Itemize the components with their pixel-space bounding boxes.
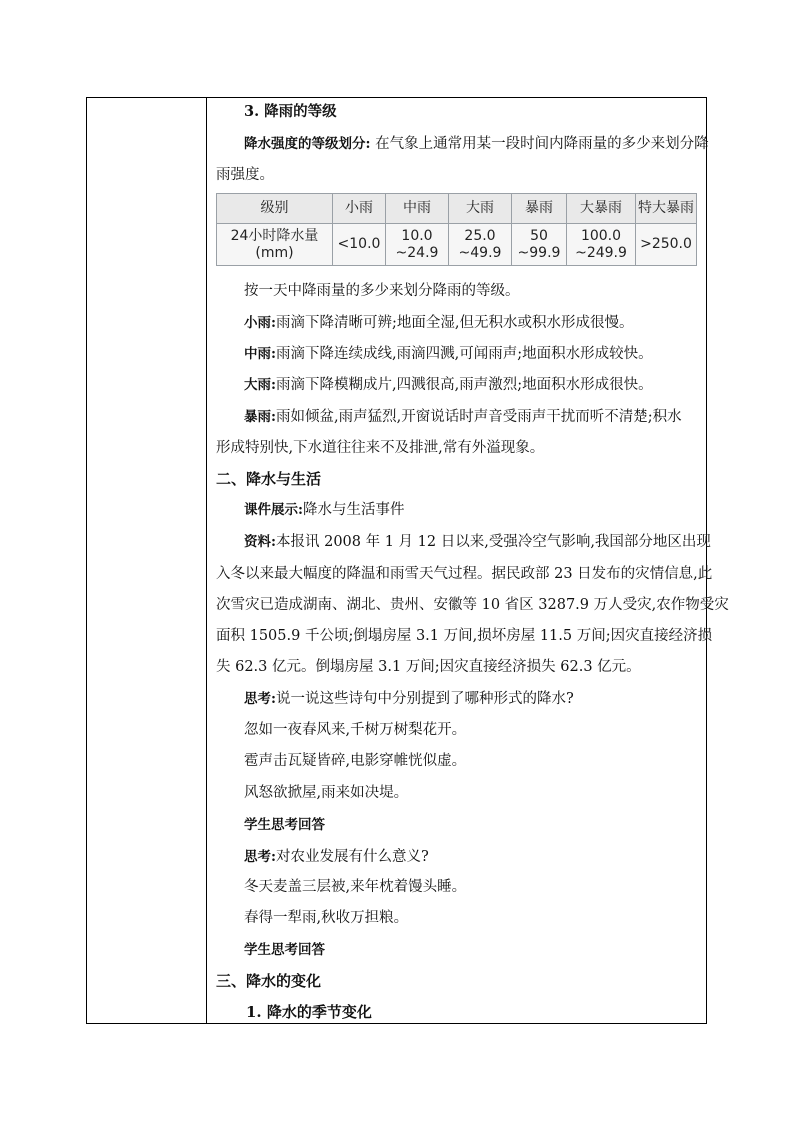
header-cell: 暴雨 bbox=[512, 194, 567, 224]
courseware-label: 课件展示: bbox=[244, 502, 303, 518]
grade-paragraph-line-1 bbox=[244, 134, 709, 154]
value-cell bbox=[567, 224, 636, 266]
section-3b-title: 三、降水的变化 bbox=[216, 972, 322, 990]
think-2-label: 思考: bbox=[244, 849, 276, 865]
value-line-1: 100.0 bbox=[580, 227, 622, 244]
value-cell bbox=[512, 224, 567, 266]
value-line-1: >250.0 bbox=[640, 236, 692, 252]
row-label-cell bbox=[217, 224, 333, 266]
poem-line-3: 风怒欲掀屋,雨来如决堤。 bbox=[244, 785, 409, 801]
storm-rain-line-1 bbox=[244, 407, 682, 427]
poem-line-1: 忽如一夜春风来,千树万树梨花开。 bbox=[244, 722, 467, 738]
value-line-2: ~24.9 bbox=[395, 244, 439, 261]
think-2-line bbox=[244, 847, 429, 867]
think-2-text: 对农业发展有什么意义? bbox=[275, 849, 429, 865]
heavy-rain-label: 大雨: bbox=[244, 377, 276, 393]
storm-rain-label: 暴雨: bbox=[244, 409, 276, 425]
value-cell bbox=[449, 224, 512, 266]
think-1-label: 思考: bbox=[244, 691, 276, 707]
grade-paragraph-line-2: 雨强度。 bbox=[216, 167, 274, 183]
material-line-5: 失 62.3 亿元。倒塌房屋 3.1 万间;因灾直接经济损失 62.3 亿元。 bbox=[216, 659, 641, 675]
value-line-2: ~49.9 bbox=[458, 244, 502, 261]
storm-rain-line-2: 形成特别快,下水道往往来不及排泄,常有外溢现象。 bbox=[216, 440, 545, 456]
material-text-1: 本报讯 2008 年 1 月 12 日以来,受强冷空气影响,我国部分地区出现 bbox=[275, 534, 711, 550]
header-cell: 小雨 bbox=[333, 194, 386, 224]
think-1-text: 说一说这些诗句中分别提到了哪种形式的降水? bbox=[275, 691, 574, 707]
value-cell bbox=[636, 224, 697, 266]
moderate-rain-text: 雨滴下降连续成线,雨滴四溅,可闻雨声;地面积水形成较快。 bbox=[275, 346, 653, 362]
moderate-rain-label: 中雨: bbox=[244, 346, 276, 362]
light-rain-text: 雨滴下降清晰可辨;地面全湿,但无积水或积水形成很慢。 bbox=[275, 315, 634, 331]
courseware-line bbox=[244, 500, 404, 520]
proverb-line-1: 冬天麦盖三层被,来年枕着馒头睡。 bbox=[244, 879, 467, 895]
material-line-3: 次雪灾已造成湖南、湖北、贵州、安徽等 10 省区 3287.9 万人受灾,农作物受灾 bbox=[216, 597, 729, 613]
value-line-1: <10.0 bbox=[337, 236, 381, 252]
header-cell: 中雨 bbox=[386, 194, 449, 224]
light-rain-line bbox=[244, 313, 633, 333]
value-line-2: ~249.9 bbox=[575, 244, 627, 261]
material-line-2: 入冬以来最大幅度的降温和雨雪天气过程。据民政部 23 日发布的灾情信息,此 bbox=[216, 566, 713, 582]
value-cell bbox=[386, 224, 449, 266]
storm-rain-text-1: 雨如倾盆,雨声猛烈,开窗说话时声音受雨声干扰而听不清楚;积水 bbox=[275, 409, 682, 425]
header-cell: 大雨 bbox=[449, 194, 512, 224]
rain-grade-value-row bbox=[217, 224, 697, 266]
material-line-1 bbox=[244, 532, 711, 552]
poem-line-2: 雹声击瓦疑皆碎,电影穿帷恍似虚。 bbox=[244, 753, 467, 769]
value-cell bbox=[333, 224, 386, 266]
proverb-line-2: 春得一犁雨,秋收万担粮。 bbox=[244, 910, 409, 926]
column-divider bbox=[206, 97, 207, 1024]
light-rain-label: 小雨: bbox=[244, 315, 276, 331]
material-line-4: 面积 1505.9 千公顷;倒塌房屋 3.1 万间,损坏房屋 11.5 万间;因灾直接经济损 bbox=[216, 628, 713, 644]
row-label-line-2: (mm) bbox=[255, 244, 294, 261]
section-3-title: 3. 降雨的等级 bbox=[244, 103, 337, 120]
student-answer-1: 学生思考回答 bbox=[244, 817, 325, 833]
value-line-1: 25.0 bbox=[464, 227, 496, 244]
grade-text-1: 在气象上通常用某一段时间内降雨量的多少来划分降 bbox=[375, 136, 709, 152]
value-line-1: 10.0 bbox=[401, 227, 433, 244]
header-cell: 级别 bbox=[217, 194, 333, 224]
section-2-title: 二、降水与生活 bbox=[216, 470, 322, 488]
material-label: 资料: bbox=[244, 534, 276, 550]
moderate-rain-line bbox=[244, 344, 653, 364]
heavy-rain-line bbox=[244, 375, 653, 395]
subsection-1-title: 1. 降水的季节变化 bbox=[246, 1003, 372, 1021]
row-label-line-1: 24小时降水量 bbox=[230, 227, 319, 244]
student-answer-2: 学生思考回答 bbox=[244, 942, 325, 958]
value-line-1: 50 bbox=[530, 227, 548, 244]
think-1-line bbox=[244, 689, 574, 709]
value-line-2: ~99.9 bbox=[517, 244, 561, 261]
grade-label: 降水强度的等级划分: bbox=[244, 136, 371, 152]
header-cell: 特大暴雨 bbox=[636, 194, 697, 224]
rain-grade-header-row bbox=[217, 194, 697, 224]
courseware-text: 降水与生活事件 bbox=[302, 502, 405, 518]
daily-paragraph: 按一天中降雨量的多少来划分降雨的等级。 bbox=[244, 283, 520, 299]
header-cell: 大暴雨 bbox=[567, 194, 636, 224]
heavy-rain-text: 雨滴下降模糊成片,四溅很高,雨声激烈;地面积水形成很快。 bbox=[275, 377, 653, 393]
rain-grade-table bbox=[216, 193, 697, 266]
